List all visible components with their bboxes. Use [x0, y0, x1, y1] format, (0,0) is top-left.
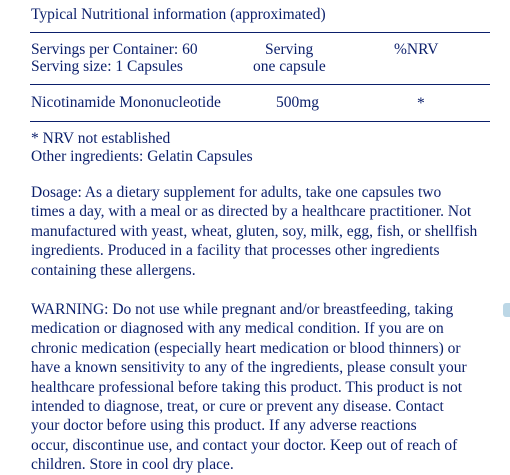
- dosage-line: manufactured with yeast, wheat, gluten, soy, milk, egg, fish, or shellfish: [31, 222, 478, 240]
- warning-line: chronic medication (especially heart medication or blood thinners) or: [31, 339, 461, 357]
- nrv-footnote: * NRV not established: [31, 130, 171, 147]
- dosage-line: ingredients. Produced in a facility that processes other ingredients: [31, 242, 440, 260]
- warning-line: healthcare professional before taking this product. This product is not: [31, 378, 463, 396]
- ingredient-amount: 500mg: [276, 94, 320, 111]
- ingredient-nrv: *: [417, 95, 425, 112]
- dosage-paragraph: [31, 183, 493, 280]
- warning-paragraph: [31, 300, 493, 475]
- label-title: Typical Nutritional information (approximated): [31, 6, 326, 23]
- warning-line: your doctor before using this product. If any adverse reactions: [31, 417, 417, 435]
- column-header-serving: Serving: [265, 41, 314, 58]
- edge-accent-mark: [503, 303, 510, 317]
- table-bottom-divider: [30, 121, 490, 122]
- warning-line: have a known sensitivity to any of the ingredients, please consult your: [31, 359, 467, 377]
- warning-line: intended to diagnose, treat, or cure or prevent any disease. Contact: [31, 398, 444, 416]
- warning-line: medication or diagnosed with any medical condition. If you are on: [31, 320, 444, 338]
- warning-line: children. Store in cool dry place.: [31, 456, 234, 474]
- title-divider: [30, 32, 490, 33]
- other-ingredients: Other ingredients: Gelatin Capsules: [31, 148, 253, 165]
- serving-size: Serving size: 1 Capsules: [31, 58, 183, 75]
- warning-line: WARNING: Do not use while pregnant and/or breastfeeding, taking: [31, 301, 454, 318]
- dosage-line: Dosage: As a dietary supplement for adults, take one capsules two: [31, 184, 442, 201]
- column-header-nrv: %NRV: [394, 41, 439, 58]
- servings-per-container: Servings per Container: 60: [31, 41, 198, 58]
- ingredient-name: Nicotinamide Mononucleotide: [31, 94, 221, 111]
- warning-line: occur, discontinue use, and contact your doctor. Keep out of reach of: [31, 436, 458, 454]
- column-header-serving-unit: one capsule: [253, 58, 326, 75]
- dosage-line: times a day, with a meal or as directed by a healthcare practitioner. Not: [31, 203, 472, 221]
- dosage-line: containing these allergens.: [31, 261, 196, 279]
- header-divider: [30, 84, 490, 85]
